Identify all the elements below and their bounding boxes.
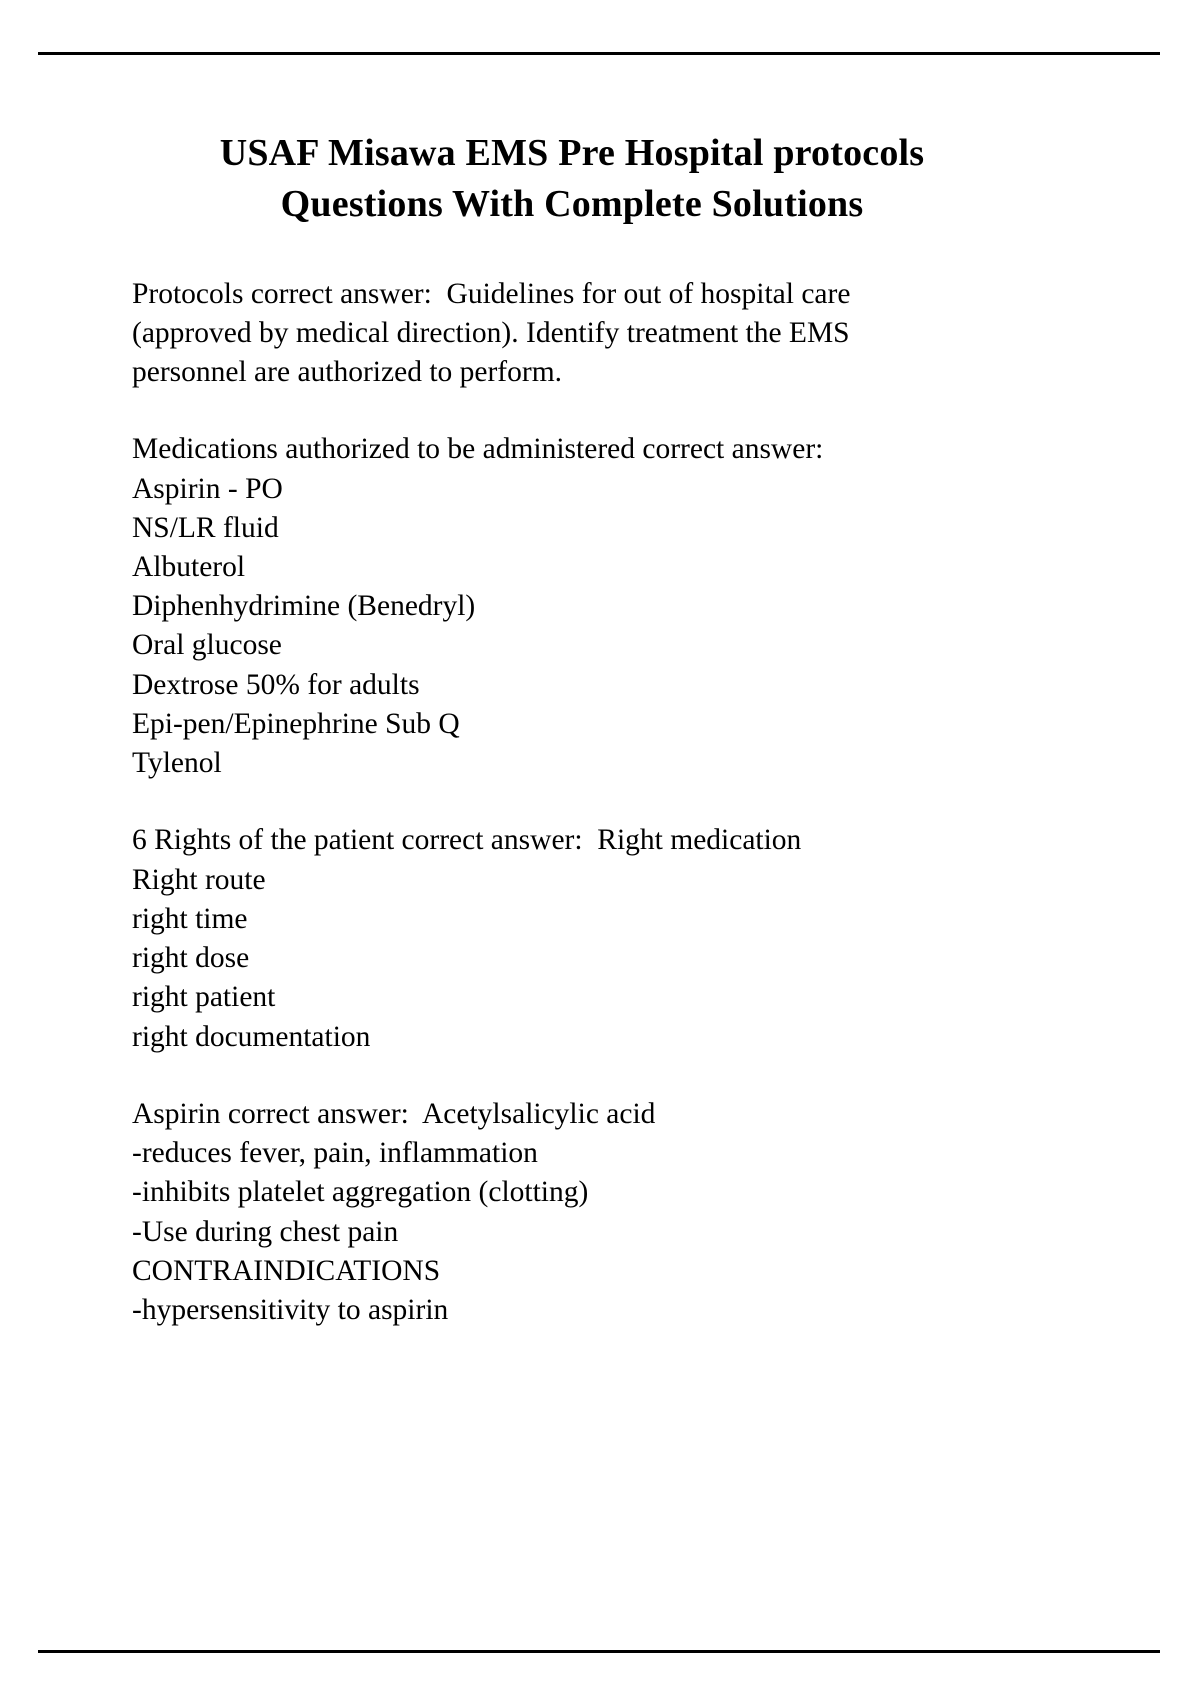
text-line: Epi-pen/Epinephrine Sub Q: [132, 707, 460, 740]
section-protocols-body: [132, 275, 1012, 393]
section-six-rights-body: [132, 821, 1012, 1056]
section-medications-authorized: [132, 430, 1012, 783]
text-line: -inhibits platelet aggregation (clotting): [132, 1176, 589, 1209]
section-aspirin: [132, 1095, 1012, 1330]
page-bottom-rule: [38, 1650, 1160, 1653]
text-line: -hypersensitivity to aspirin: [132, 1293, 449, 1326]
page-title: [132, 128, 1012, 231]
page-top-rule: [38, 52, 1160, 55]
text-line: -reduces fever, pain, inflammation: [132, 1137, 538, 1170]
text-line: right dose: [132, 942, 250, 975]
text-line: Protocols correct answer: Guidelines for out of hospital care: [132, 277, 851, 310]
text-line: right time: [132, 902, 248, 935]
text-line: right patient: [132, 981, 276, 1014]
text-line: Tylenol: [132, 747, 222, 780]
text-line: Aspirin correct answer: Acetylsalicylic acid: [132, 1097, 656, 1130]
text-line: NS/LR fluid: [132, 511, 279, 544]
section-aspirin-body: [132, 1095, 1012, 1330]
text-line: right documentation: [132, 1020, 371, 1053]
section-six-rights-of-the-patient: [132, 821, 1012, 1056]
text-line: Right route: [132, 863, 266, 896]
document-content: [132, 128, 1012, 1330]
text-line: Diphenhydrimine (Benedryl): [132, 590, 476, 623]
page-title-line-1: USAF Misawa EMS Pre Hospital protocols: [219, 132, 925, 174]
text-line: Oral glucose: [132, 629, 282, 662]
text-line: Medications authorized to be administered correct answer:: [132, 433, 824, 466]
text-line: 6 Rights of the patient correct answer: Right medication: [132, 824, 802, 857]
section-protocols: [132, 275, 1012, 393]
text-line: Dextrose 50% for adults: [132, 668, 420, 701]
text-line: -Use during chest pain: [132, 1215, 399, 1248]
section-medications-authorized-body: [132, 430, 1012, 783]
text-line: CONTRAINDICATIONS: [132, 1254, 441, 1287]
text-line: (approved by medical direction). Identify treatment the EMS: [132, 316, 850, 349]
text-line: personnel are authorized to perform.: [132, 356, 563, 389]
text-line: Aspirin - PO: [132, 472, 283, 505]
text-line: Albuterol: [132, 551, 246, 583]
page-title-line-2: Questions With Complete Solutions: [280, 183, 864, 226]
